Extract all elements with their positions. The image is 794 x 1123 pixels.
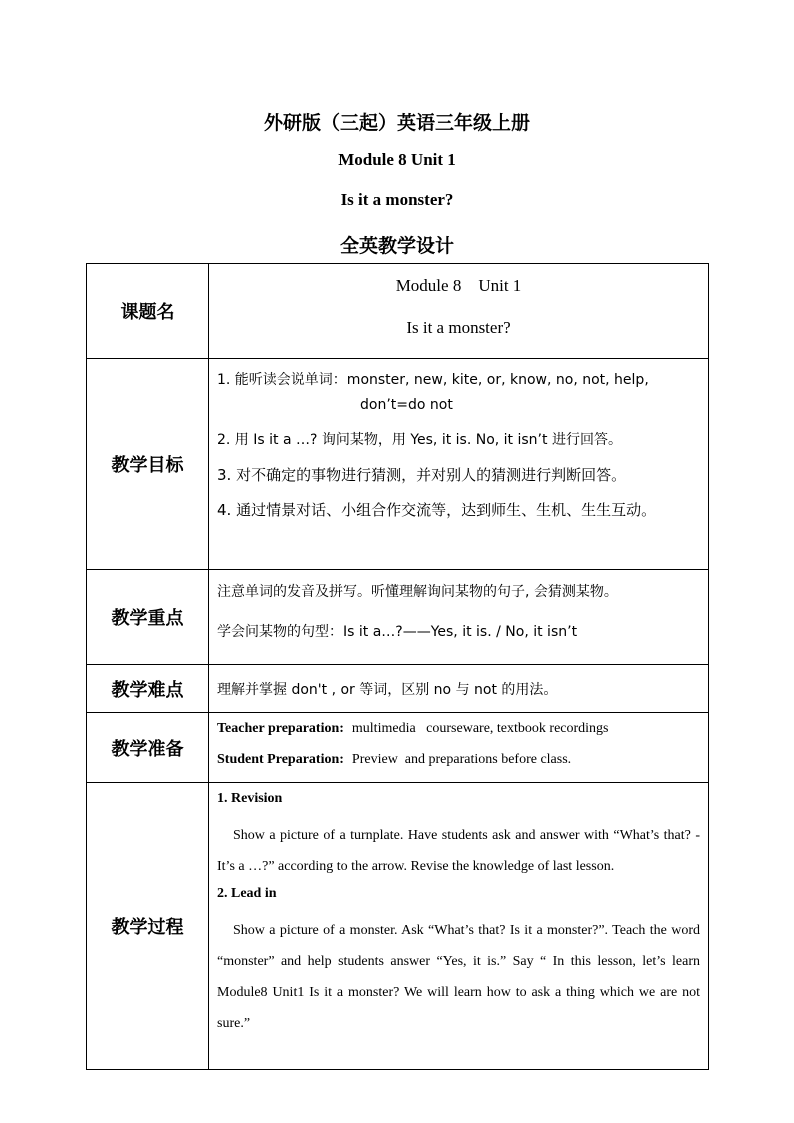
student-preparation [217, 750, 700, 770]
objective-1-continued: don’t=do not [360, 397, 453, 413]
difficulties-label: 教学难点 [87, 665, 209, 713]
teacher-preparation-text: multimedia courseware, textbook recordings [351, 721, 609, 736]
objective-4: 4. 通过情景对话、小组合作交流等，达到师生、生机、生生互动。 [217, 501, 657, 519]
student-preparation-text: Preview and preparations before class. [351, 752, 572, 767]
module-unit-heading: Module 8 Unit 1 [338, 150, 456, 169]
objective-1: 1. 能听读会说单词：monster, new, kite, or, know, no, not, help, [217, 372, 649, 388]
lesson-plan-table [86, 263, 709, 1070]
key-points-cell [209, 570, 709, 665]
step-1-text: Show a picture of a turnplate. Have students ask and answer with “What’s that? - It’s a …?” according to the arrow. Revise the knowledge of last lesson. [217, 828, 700, 874]
table-row-difficulties [87, 665, 709, 713]
table-row-process [87, 783, 709, 1070]
student-preparation-label: Student Preparation: [217, 752, 344, 767]
objective-2: 2. 用 Is it a …? 询问某物，用 Yes, it is. No, it isn’t 进行回答。 [217, 432, 622, 448]
difficulties-cell: 理解并掌握 don't , or 等词，区别 no 与 not 的用法。 [209, 665, 709, 713]
step-2-title: 2. Lead in [217, 886, 277, 901]
table-row-topic [87, 264, 709, 359]
preparation-cell [209, 713, 709, 783]
step-1-title: 1. Revision [217, 791, 283, 806]
topic-line-1: Module 8 Unit 1 [395, 276, 522, 295]
topic-line-2: Is it a monster? [406, 318, 511, 337]
topic-cell [209, 264, 709, 359]
objectives-cell [209, 359, 709, 570]
process-label: 教学过程 [87, 783, 209, 1070]
table-row-preparation [87, 713, 709, 783]
key-point-2: 学会问某物的句型：Is it a…?——Yes, it is. / No, it isn’t [217, 624, 578, 640]
table-row-key-points [87, 570, 709, 665]
document-title: 外研版（三起）英语三年级上册 [263, 112, 530, 134]
step-2-text: Show a picture of a monster. Ask “What’s that? Is it a monster?”. Teach the word “monster” and help students answer “Yes, it is.” Say “ In this lesson, let’s learn Module8 Unit1 Is it a monster? We will learn how to ask a thing which we are not sure.” [217, 923, 700, 1031]
key-point-1: 注意单词的发音及拼写。听懂理解询问某物的句子, 会猜测某物。 [217, 584, 618, 600]
topic-label: 课题名 [87, 264, 209, 359]
objectives-label: 教学目标 [87, 359, 209, 570]
process-cell [209, 783, 709, 1070]
design-heading: 全英教学设计 [339, 235, 454, 257]
table-row-objectives [87, 359, 709, 570]
objective-3: 3. 对不确定的事物进行猜测，并对别人的猜测进行判断回答。 [217, 466, 627, 484]
key-points-label: 教学重点 [87, 570, 209, 665]
preparation-label: 教学准备 [87, 713, 209, 783]
lesson-heading: Is it a monster? [340, 190, 454, 209]
teacher-preparation-label: Teacher preparation: [217, 721, 344, 736]
teacher-preparation [217, 719, 700, 739]
